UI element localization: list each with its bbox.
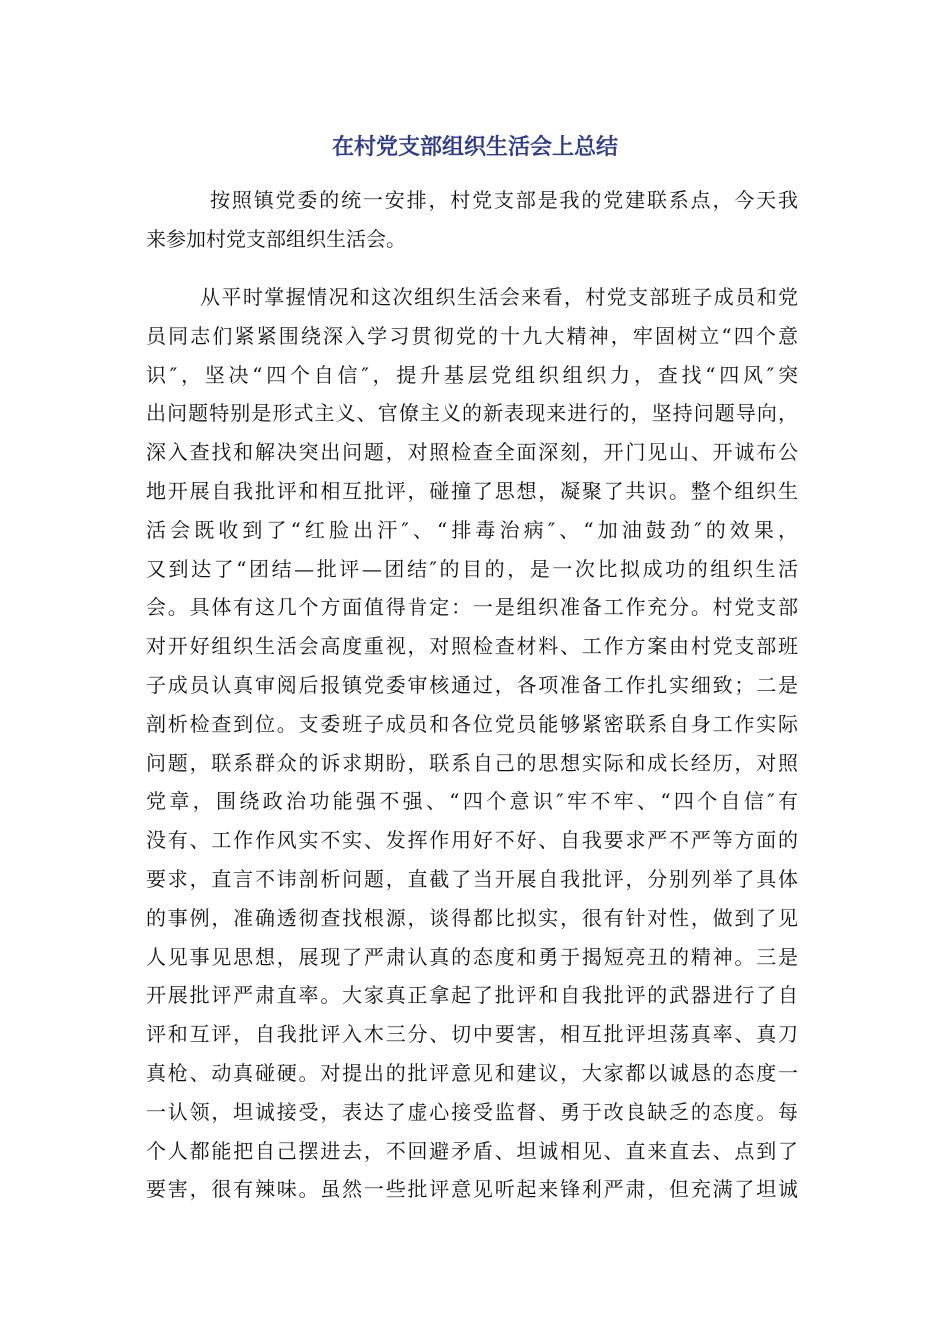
- paragraph-line: 人见事见思想，展现了严肃认真的态度和勇于揭短亮丑的精神。三是: [146, 944, 798, 969]
- paragraph-line: 会。具体有这几个方面值得肯定：一是组织准备工作充分。村党支部: [146, 595, 798, 620]
- paragraph-line: 开展批评严肃直率。大家真正拿起了批评和自我批评的武器进行了自: [146, 983, 798, 1008]
- paragraph-line: 又到达了“团结—批评—团结″的目的，是一次比拟成功的组织生活: [146, 556, 798, 581]
- paragraph-line: 要害，很有辣味。虽然一些批评意见听起来锋利严肃，但充满了坦诚: [146, 1177, 798, 1202]
- paragraph-line: 个人都能把自己摆进去，不回避矛盾、坦诚相见、直来直去、点到了: [146, 1138, 798, 1163]
- paragraph-line: 子成员认真审阅后报镇党委审核通过，各项准备工作扎实细致；二是: [146, 672, 798, 697]
- paragraph-assessment: [146, 278, 798, 1209]
- paragraph-line: 的事例，准确透彻查找根源，谈得都比拟实，很有针对性，做到了见: [146, 905, 798, 930]
- paragraph-line: 活会既收到了“红脸出汗″、“排毒治病″、“加油鼓劲″的效果，: [146, 517, 798, 542]
- paragraph-line: 一认领，坦诚接受，表达了虚心接受监督、勇于改良缺乏的态度。每: [146, 1099, 798, 1124]
- paragraph-line: 剖析检查到位。支委班子成员和各位党员能够紧密联系自身工作实际: [146, 711, 798, 736]
- paragraph-line: 没有、工作作风实不实、发挥作用好不好、自我要求严不严等方面的: [146, 828, 798, 853]
- paragraph-line: 识″，坚决“四个自信″，提升基层党组织组织力，查找“四风″突: [146, 362, 798, 387]
- paragraph-line: 要求，直言不讳剖析问题，直截了当开展自我批评，分别列举了具体: [146, 866, 798, 891]
- paragraph-intro: [146, 181, 798, 259]
- document-title: 在村党支部组织生活会上总结: [331, 135, 618, 160]
- paragraph-line: 从平时掌握情况和这次组织生活会来看，村党支部班子成员和党: [200, 285, 798, 309]
- paragraph-line: 评和互评，自我批评入木三分、切中要害，相互批评坦荡真率、真刀: [146, 1022, 798, 1047]
- paragraph-line: 员同志们紧紧围绕深入学习贯彻党的十九大精神，牢固树立“四个意: [146, 323, 798, 348]
- paragraph-line: 真枪、动真碰硬。对提出的批评意见和建议，大家都以诚恳的态度一: [146, 1060, 798, 1085]
- paragraph-line: 出问题特别是形式主义、官僚主义的新表现来进行的，坚持问题导向，: [146, 401, 798, 426]
- paragraph-line: 按照镇党委的统一安排，村党支部是我的党建联系点，今天我: [210, 188, 798, 212]
- paragraph-line: 党章，围绕政治功能强不强、“四个意识″牢不牢、“四个自信″有: [146, 789, 798, 814]
- paragraph-line: 地开展自我批评和相互批评，碰撞了思想，凝聚了共识。整个组织生: [146, 478, 798, 503]
- paragraph-line: 问题，联系群众的诉求期盼，联系自己的思想实际和成长经历，对照: [146, 750, 798, 775]
- paragraph-line: 来参加村党支部组织生活会。: [146, 226, 406, 251]
- paragraph-line: 对开好组织生活会高度重视，对照检查材料、工作方案由村党支部班: [146, 634, 798, 659]
- paragraph-line: 深入查找和解决突出问题，对照检查全面深刻，开门见山、开诚布公: [146, 440, 798, 465]
